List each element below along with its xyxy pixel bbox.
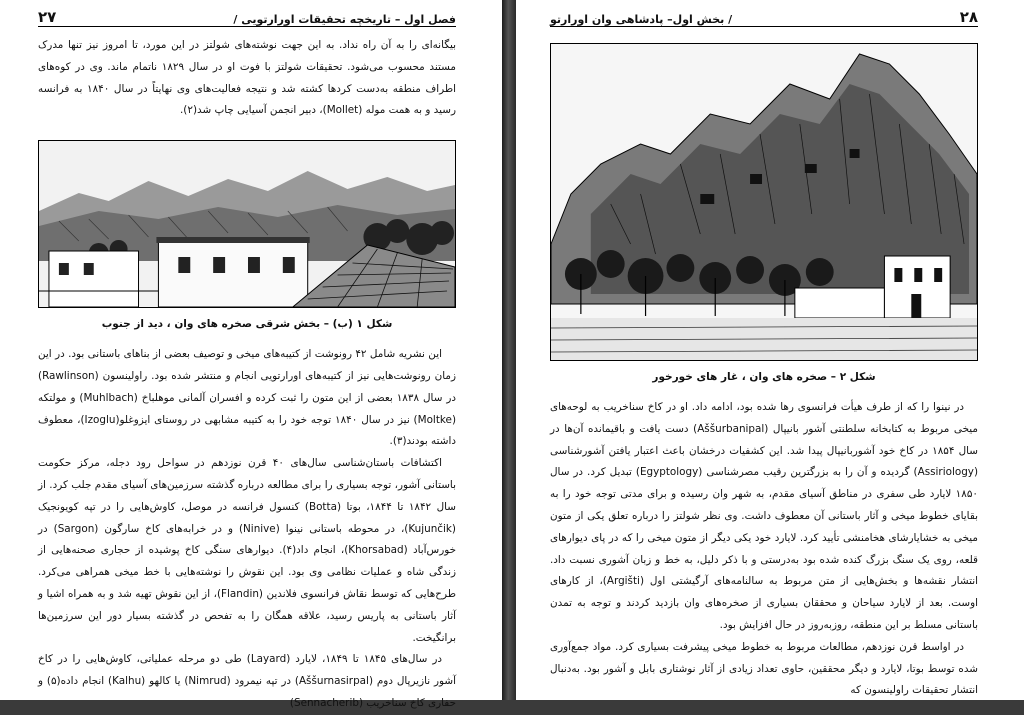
illustration-van-rock-caves — [551, 44, 977, 360]
paragraph: اکتشافات باستان‌شناسی سال‌های ۴۰ قرن نوزدهم در سواحل رود دجله، مرکز حکومت باستانی آشور، توجه بسیاری را برای مطالعه درباره گذشته سرزمین‌های آسیای مقدم جلب کرد. از سال ۱۸۴۲ تا ۱۸۴۴، بوتا (Botta) کنسول فرانسه در موصل، کاوش‌هایی را در تپه کویونجیک (Kujunčik)، در محوطه باستانی نینوا (Ninive) و در خرابه‌های کاخ سارگون (Sargon) در خورس‌آباد (Khorsabad)، انجام داد(۴). دیوارهای سنگی کاخ پوشیده از حجاری صحنه‌هایی از زندگی شاه و عملیات نظامی وی بود. این نقوش را نوشته‌هایی با خط میخی همراهی می‌کرد. طرح‌هایی که توسط نقاش فرانسوی فلاندین (Flandin)، از این نقوش تهیه شد و به همراه اشیا و آثار باستانی به پاریس رسید، علاقه همگان را به تفحص در گذشته بسیار دور این سرزمین‌ها برانگیخت. — [38, 457, 457, 644]
page-header — [550, 4, 978, 27]
running-title: فصل اول – تاریخچه تحقیقات اورارتویی / — [233, 13, 456, 26]
paragraph: در نینوا را که از طرف هیأت فرانسوی رها شده بود، ادامه داد. او در کاخ سناخریب به لوحه‌های میخی مربوط به کتابخانه سلطنتی آشور بانیپال (Aššurbanipal) دست یافت و باقیمانده آن‌ها در سال ۱۸۵۴ در کاخ خود آشوربانیپال پیدا شد. این کشفیات درخشان باعث اعتبار یافتن آشورشناسی (Assiriology) گردیده و آن را به بزرگترین رقیب مصرشناسی (Egyptology) تبدیل کرد. در سال ۱۸۵۰ لایارد طی سفری در مناطق آسیای مقدم، به شهر وان رسیده و برای مدتی توجه خود را به بقایای خطوط میخی و آثار باستانی آن معطوف داشت. وی نظر شولتز را درباره تعلق یکی از متون میخی به خشایارشای هخامنشی تأیید کرد. لایارد خود یکی دیگر از متون میخی را که در پای دیوارهای قلعه، روی یک سنگ بزرگ کنده شده بود به‌درستی و با ذکر دلیل، به خط و زبان آشوری نسبت داد. انتشار نقشه‌ها و بخش‌هایی از متن مربوط به سالنامه‌های آرگیشتی اول (Argišti)، از کارهای اوست. بعد از لایارد سیاحان و محققان بسیاری از صخره‌های وان بازدید کردند و توجه به تمدن باستانی مسلط بر این منطقه، روزبه‌روز در حال افزایش بود. — [550, 401, 979, 631]
paragraph: این نشریه شامل ۴۲ رونوشت از کتیبه‌های میخی و توصیف بعضی از بناهای باستانی بود. در این زمان رونوشت‌هایی نیز از کتیبه‌های اورارتویی انجام و منتشر شده بود. راولینسون (Rawlinson) در سال ۱۸۳۸ بعضی از این متون را ثبت کرده و افسران آلمانی موهلباخ (Muhlbach) و مولتکه (Moltke) نیز در سال ۱۸۴۰ توجه خود را به کتیبه مشابهی در روستای ایزوغلو(Izoglu)، معطوف داشته بودند(۳). — [38, 348, 456, 448]
figure-caption: شکل ۱ (ب) – بخش شرقی صخره های وان ، دید از جنوب — [101, 318, 393, 331]
page-number: ۲۸ — [959, 8, 978, 26]
paragraph: بیگانه‌ای را به آن راه نداد. به این جهت نوشته‌های شولتز در این مورد، تا امروز نیز تنها مدرک مستند محسوب می‌شود. تحقیقات شولتز با فوت او در سال ۱۸۲۹ ناتمام ماند. وی در کوه‌های اطراف منطقه به‌دست کردها کشته شد و نتیجه فعالیت‌های وی نهایتاً در سال ۱۸۴۰ به فرانسه رسید و به همت موله (Mollet)، دبیر انجمن آسیایی چاپ شد(۲). — [38, 39, 456, 117]
running-title: / بخش اول– پادشاهی وان اورارتو — [550, 13, 733, 26]
figure-caption: شکل ۲ – صخره های وان ، غار های خورخور — [652, 371, 876, 383]
page-number: ۲۷ — [38, 8, 57, 26]
left-page — [0, 0, 502, 709]
illustration-town-rooftops — [39, 141, 455, 307]
page-header — [38, 4, 456, 27]
figure-van-rock — [550, 43, 978, 361]
paragraph: در اواسط قرن نوزدهم، مطالعات مربوط به خطوط میخی پیشرفت بسیاری کرد. مواد جمع‌آوری شده توسط بوتا، لایارد و دیگر محققین، حاوی تعداد زیادی از آثار نوشتاری بابل و آشور بود. به‌دنبال انتشار تحقیقات راولینسون که — [550, 640, 978, 697]
paragraph: در سال‌های ۱۸۴۵ تا ۱۸۴۹، لایارد (Layard) طی دو مرحله عملیاتی، کاوش‌هایی را در کاخ آشور نازیرپال دوم (Aššurnasirpal) در تپه نیمرود (Nimrud) یا کالهو (Kalhu) انجام داده(۵) و حفاری کاخ سناخریب (Sennacherib) — [38, 653, 456, 709]
right-page — [516, 0, 1024, 700]
figure-town-view — [38, 140, 456, 308]
book-gutter — [502, 0, 516, 700]
